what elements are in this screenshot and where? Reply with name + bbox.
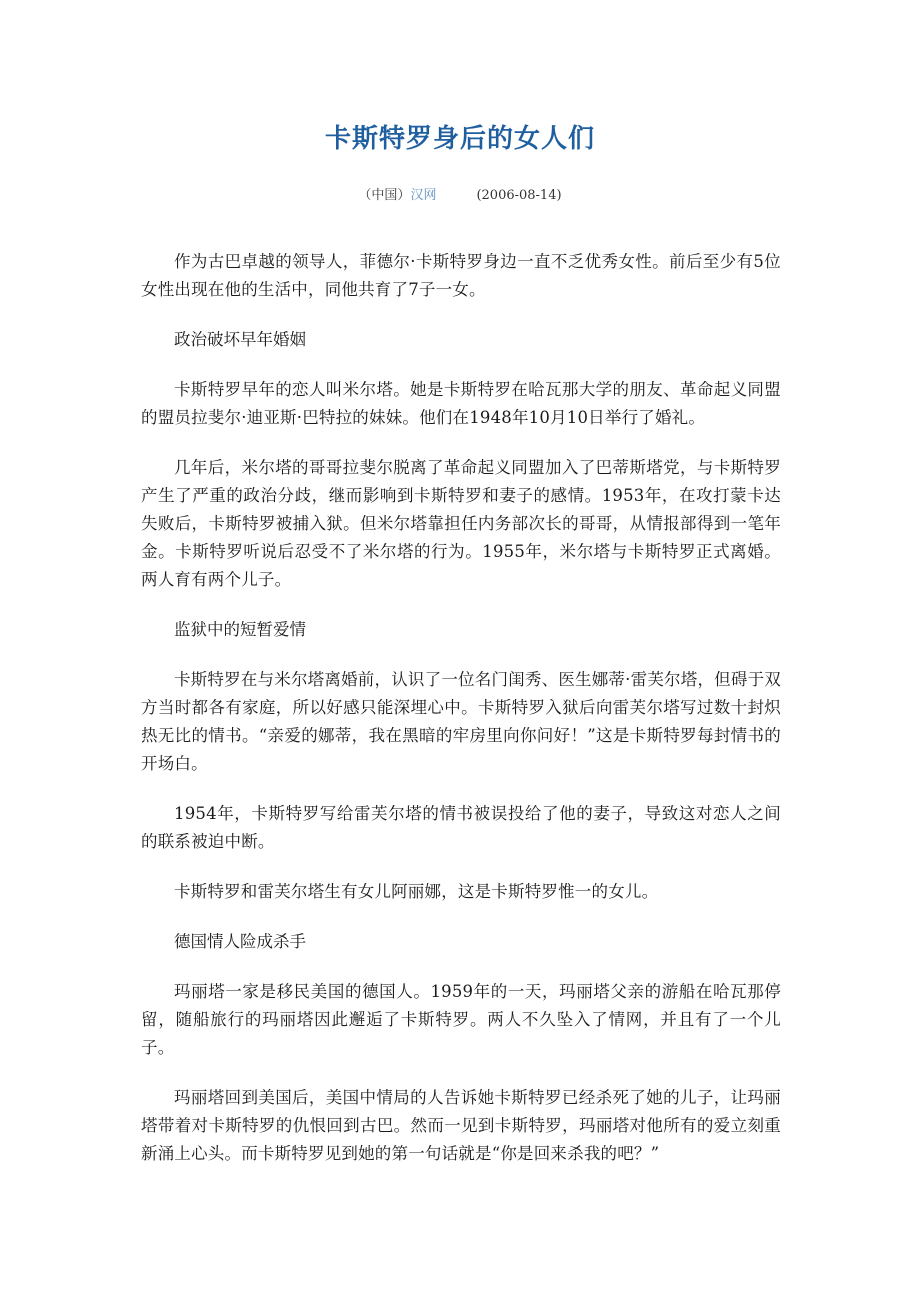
paragraph: 卡斯特罗在与米尔塔离婚前，认识了一位名门闺秀、医生娜蒂·雷芙尔塔，但碍于双方当时都各有家庭，所以好感只能深埋心中。卡斯特罗入狱后向雷芙尔塔写过数十封炽热无比的情书。“亲爱的娜蒂，我在黑暗的牢房里向你问好！”这是卡斯特罗每封情书的开场白。 [141, 670, 781, 773]
section-heading: 监狱中的短暂爱情 [174, 620, 306, 639]
paragraph: 卡斯特罗早年的恋人叫米尔塔。她是卡斯特罗在哈瓦那大学的朋友、革命起义同盟的盟员拉斐尔·迪亚斯·巴特拉的妹妹。他们在1948年10月10日举行了婚礼。 [141, 380, 781, 427]
meta-prefix: （中国） [358, 188, 411, 203]
paragraph: 1954年，卡斯特罗写给雷芙尔塔的情书被误投给了他的妻子，导致这对恋人之间的联系被迫中断。 [141, 804, 781, 851]
paragraph: 玛丽塔一家是移民美国的德国人。1959年的一天，玛丽塔父亲的游船在哈瓦那停留，随船旅行的玛丽塔因此邂逅了卡斯特罗。两人不久坠入了情网，并且有了一个儿子。 [141, 982, 781, 1057]
section-heading: 政治破坏早年婚姻 [174, 330, 306, 349]
section-heading: 德国情人险成杀手 [174, 932, 306, 951]
paragraph: 卡斯特罗和雷芙尔塔生有女儿阿丽娜，这是卡斯特罗惟一的女儿。 [174, 882, 659, 901]
article-title: 卡斯特罗身后的女人们 [324, 124, 595, 154]
article-body [141, 248, 781, 1190]
article-date: (2006-08-14) [476, 188, 562, 203]
article-meta [0, 184, 920, 203]
source-link[interactable]: 汉网 [410, 188, 437, 203]
paragraph: 玛丽塔回到美国后，美国中情局的人告诉她卡斯特罗已经杀死了她的儿子，让玛丽塔带着对卡斯特罗的仇恨回到古巴。然而一见到卡斯特罗，玛丽塔对他所有的爱立刻重新涌上心头。而卡斯特罗见到她的第一句话就是“你是回来杀我的吧？” [141, 1088, 781, 1163]
paragraph: 作为古巴卓越的领导人，菲德尔·卡斯特罗身边一直不乏优秀女性。前后至少有5位女性出现在他的生活中，同他共育了7子一女。 [141, 252, 781, 299]
paragraph: 几年后，米尔塔的哥哥拉斐尔脱离了革命起义同盟加入了巴蒂斯塔党，与卡斯特罗产生了严重的政治分歧，继而影响到卡斯特罗和妻子的感情。1953年，在攻打蒙卡达失败后，卡斯特罗被捕入狱。但米尔塔靠担任内务部次长的哥哥，从情报部得到一笔年金。卡斯特罗听说后忍受不了米尔塔的行为。1955年，米尔塔与卡斯特罗正式离婚。两人育有两个儿子。 [141, 458, 781, 589]
